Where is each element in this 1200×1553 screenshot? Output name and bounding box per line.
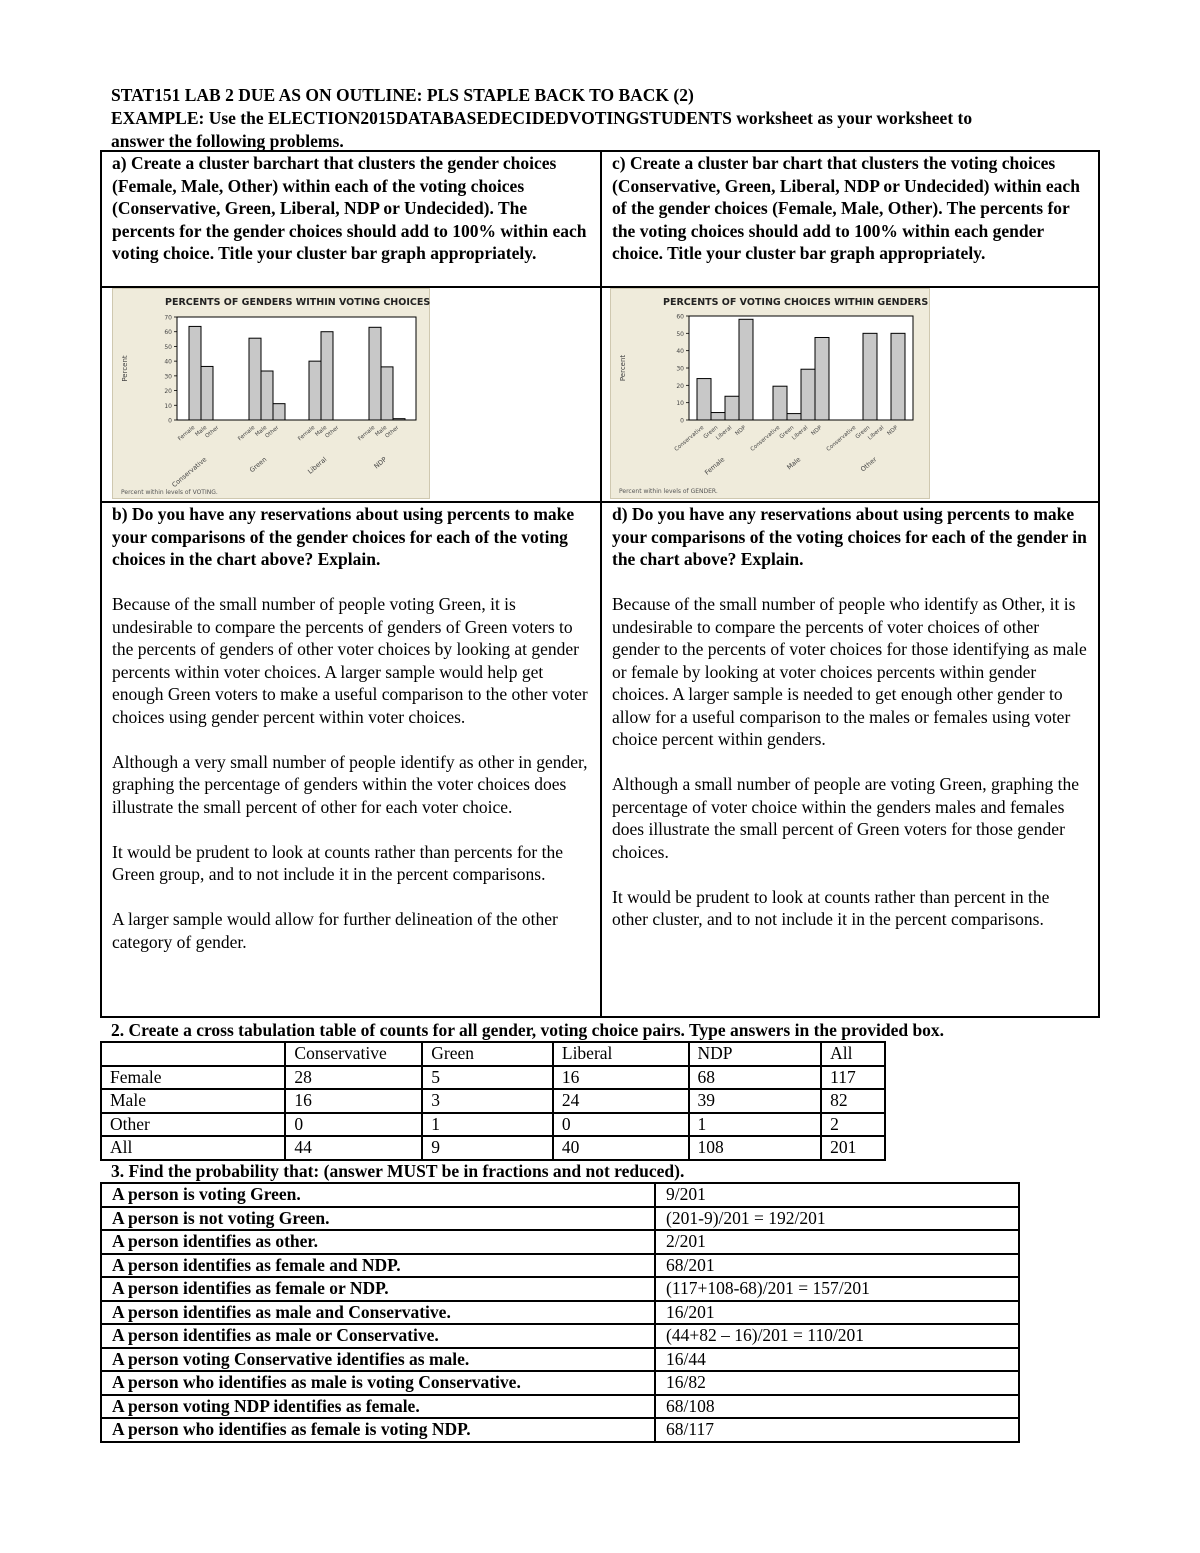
- table-cell: All: [821, 1042, 885, 1066]
- category-label: Green: [854, 424, 872, 441]
- category-label: Conservative: [673, 424, 706, 453]
- table-row: [101, 1183, 1019, 1207]
- category-label: Other: [204, 424, 221, 440]
- table-row: [101, 1207, 1019, 1231]
- probability-answer: 68/117: [655, 1418, 1019, 1442]
- table-row: [101, 1254, 1019, 1278]
- category-label: Green: [702, 424, 720, 441]
- category-label: Liberal: [715, 424, 734, 442]
- table-cell: 117: [821, 1066, 885, 1090]
- probability-question: A person identifies as male and Conservative.: [101, 1301, 655, 1325]
- probability-question: A person identifies as other.: [101, 1230, 655, 1254]
- bar: [189, 326, 201, 420]
- table-cell: 0: [285, 1113, 422, 1137]
- y-tick-label: 0: [680, 417, 684, 425]
- crosstab-header-row: [101, 1042, 885, 1066]
- probability-answer: 16/44: [655, 1348, 1019, 1372]
- bar: [711, 413, 725, 420]
- table-cell: 24: [553, 1089, 689, 1113]
- bar: [273, 404, 285, 420]
- question-a: a) Create a cluster barchart that clusters the gender choices (Female, Male, Other) within each of the voting choices (Conservative, Green, Liberal, NDP or Undecided). The percents for the gender choices should add to 100% within each voting choice. Title your cluster bar graph appropriately.: [112, 153, 587, 263]
- probability-answer: 16/201: [655, 1301, 1019, 1325]
- probability-answer: 9/201: [655, 1183, 1019, 1207]
- table-cell: 1: [689, 1113, 822, 1137]
- probability-answer: (117+108-68)/201 = 157/201: [655, 1277, 1019, 1301]
- probability-question: A person voting Conservative identifies as male.: [101, 1348, 655, 1372]
- y-tick-label: 10: [676, 400, 684, 408]
- category-label: Female: [237, 424, 257, 443]
- chart-voting-within-genders: [610, 288, 930, 499]
- table-row: [101, 1113, 885, 1137]
- table-cell: 2: [821, 1113, 885, 1137]
- question-b-cell: [102, 503, 600, 1016]
- probability-question: A person who identifies as male is voting Conservative.: [101, 1371, 655, 1395]
- table-cell: 108: [689, 1136, 822, 1160]
- y-tick-label: 0: [168, 417, 172, 425]
- category-label: NDP: [810, 424, 824, 438]
- y-tick-label: 40: [676, 348, 684, 356]
- bar: [381, 367, 393, 420]
- answer-d-paragraph: It would be prudent to look at counts rather than percent in the other cluster, and to not include it in the percent comparisons.: [612, 886, 1050, 929]
- y-tick-label: 20: [676, 382, 684, 390]
- bar: [773, 386, 787, 420]
- y-tick-label: 60: [164, 329, 172, 337]
- probability-question: A person voting NDP identifies as female.: [101, 1395, 655, 1419]
- header-line-1: STAT151 LAB 2 DUE AS ON OUTLINE: PLS STAPLE BACK TO BACK (2): [111, 85, 694, 105]
- category-label: Male: [254, 424, 269, 438]
- group-label: Other: [858, 455, 879, 474]
- table-row: [101, 1324, 1019, 1348]
- table-cell: Liberal: [553, 1042, 689, 1066]
- table-cell: 5: [422, 1066, 553, 1090]
- answer-d-paragraph: Because of the small number of people who identify as Other, it is undesirable to compare the percents of voter choices of other gender to the percents of voter choices for those identifying as male or female by looking at voter choices percents within gender choices. A larger sample is needed to get enough other gender to allow for a useful comparison to the males or females using voter choice percent within genders.: [612, 594, 1087, 749]
- answer-d-paragraph: Although a small number of people are voting Green, graphing the percentage of voter choice within the genders males and females does illustrate the small percent of Green voters for those gender choices.: [612, 774, 1080, 862]
- table-cell: 28: [285, 1066, 422, 1090]
- category-label: NDP: [734, 424, 748, 438]
- question-b: b) Do you have any reservations about using percents to make your comparisons of the gender choices for each of the voting choices in the chart above? Explain.: [112, 504, 575, 569]
- category-label: Green: [778, 424, 796, 441]
- category-label: Liberal: [791, 424, 810, 442]
- bar: [369, 327, 381, 420]
- probability-table: [100, 1182, 1020, 1443]
- category-label: Conservative: [749, 424, 782, 453]
- category-label: Female: [297, 424, 317, 443]
- page-header: [111, 84, 1111, 153]
- table-cell: 0: [553, 1113, 689, 1137]
- bar: [309, 361, 321, 420]
- answer-b-paragraph: Because of the small number of people voting Green, it is undesirable to compare the percents of genders of Green voters to the percents of genders of other voter choices by looking at gender percents within voter choices. A larger sample would help get enough Green voters to make a useful comparison to the other voter choices using gender percent within voter choices.: [112, 594, 588, 727]
- chart-1-svg: [113, 289, 431, 500]
- y-tick-label: 40: [164, 358, 172, 366]
- answer-b-paragraph: Although a very small number of people identify as other in gender, graphing the percentage of genders within the voter choices does illustrate the small percent of other for each voter choice.: [112, 751, 588, 817]
- chart-2-svg: [611, 289, 931, 500]
- bar: [863, 333, 877, 420]
- probability-answer: 68/201: [655, 1254, 1019, 1278]
- chart-footnote: Percent within levels of GENDER.: [619, 488, 718, 495]
- bar: [697, 379, 711, 420]
- table-row: [101, 1066, 885, 1090]
- probability-answer: 2/201: [655, 1230, 1019, 1254]
- table-cell: 16: [285, 1089, 422, 1113]
- table-cell: 40: [553, 1136, 689, 1160]
- table-row: [101, 1136, 885, 1160]
- bar: [201, 366, 213, 420]
- question-d-cell: [602, 503, 1098, 1016]
- crosstab-table: [100, 1041, 886, 1161]
- bar: [725, 396, 739, 420]
- probability-question: A person is voting Green.: [101, 1183, 655, 1207]
- group-label: Male: [785, 455, 803, 472]
- y-tick-label: 70: [164, 314, 172, 322]
- table-row: [101, 1348, 1019, 1372]
- category-label: NDP: [886, 424, 900, 438]
- group-label: NDP: [372, 455, 389, 471]
- y-tick-label: 10: [164, 402, 172, 410]
- group-label: Liberal: [306, 455, 329, 476]
- y-axis-label: Percent: [121, 355, 129, 382]
- table-cell: 82: [821, 1089, 885, 1113]
- answer-d: [612, 593, 1088, 931]
- category-label: Other: [324, 424, 341, 440]
- y-tick-label: 20: [164, 388, 172, 396]
- bar: [261, 371, 273, 420]
- table-cell: NDP: [689, 1042, 822, 1066]
- probability-answer: (201-9)/201 = 192/201: [655, 1207, 1019, 1231]
- bar: [249, 338, 261, 420]
- probability-question: A person who identifies as female is voting NDP.: [101, 1418, 655, 1442]
- header-line-2: EXAMPLE: Use the ELECTION2015DATABASEDECIDEDVOTINGSTUDENTS worksheet as your worksheet to: [111, 108, 973, 128]
- table-cell: 3: [422, 1089, 553, 1113]
- probability-question: A person is not voting Green.: [101, 1207, 655, 1231]
- answer-b-paragraph: It would be prudent to look at counts rather than percents for the Green group, and to not include it in the percent comparisons.: [112, 841, 563, 884]
- table-row: [101, 1371, 1019, 1395]
- table-cell: Female: [101, 1066, 285, 1090]
- y-tick-label: 50: [676, 330, 684, 338]
- category-label: Male: [194, 424, 209, 438]
- table-cell: [101, 1042, 285, 1066]
- table-cell: Other: [101, 1113, 285, 1137]
- chart-title: PERCENTS OF GENDERS WITHIN VOTING CHOICES: [165, 297, 431, 308]
- bar: [801, 369, 815, 420]
- y-axis-label: Percent: [619, 354, 627, 382]
- y-tick-label: 60: [676, 313, 684, 321]
- answer-b: [112, 593, 590, 953]
- probability-answer: 68/108: [655, 1395, 1019, 1419]
- category-label: Male: [374, 424, 389, 438]
- table-cell: Male: [101, 1089, 285, 1113]
- table-row: [101, 1089, 885, 1113]
- chart-title: PERCENTS OF VOTING CHOICES WITHIN GENDERS: [663, 297, 929, 308]
- table-cell: Conservative: [285, 1042, 422, 1066]
- table-row: [101, 1418, 1019, 1442]
- table-row: [101, 1395, 1019, 1419]
- table-cell: 201: [821, 1136, 885, 1160]
- table-cell: All: [101, 1136, 285, 1160]
- table-cell: 9: [422, 1136, 553, 1160]
- y-tick-label: 30: [164, 373, 172, 381]
- category-label: Liberal: [867, 424, 886, 442]
- table-cell: 1: [422, 1113, 553, 1137]
- table-cell: 16: [553, 1066, 689, 1090]
- category-label: Male: [314, 424, 329, 438]
- y-tick-label: 30: [676, 365, 684, 373]
- category-label: Female: [177, 424, 197, 443]
- table-row: [101, 1301, 1019, 1325]
- table-cell: 39: [689, 1089, 822, 1113]
- bar: [891, 333, 905, 420]
- chart-genders-within-voting: [112, 288, 430, 499]
- group-label: Conservative: [170, 455, 209, 490]
- probability-question: A person identifies as female or NDP.: [101, 1277, 655, 1301]
- table-cell: 68: [689, 1066, 822, 1090]
- question-d: d) Do you have any reservations about using percents to make your comparisons of the voting choices for each of the gender in the chart above? Explain.: [612, 504, 1087, 569]
- group-label: Female: [703, 455, 727, 477]
- chart-footnote: Percent within levels of VOTING.: [121, 489, 218, 496]
- probability-question: A person identifies as female and NDP.: [101, 1254, 655, 1278]
- bar: [321, 332, 333, 420]
- probability-question: A person identifies as male or Conservative.: [101, 1324, 655, 1348]
- crosstab-title: 2. Create a cross tabulation table of counts for all gender, voting choice pairs. Type answers in the provided box.: [111, 1020, 945, 1040]
- table-cell: 44: [285, 1136, 422, 1160]
- bar: [815, 337, 829, 420]
- question-grid: [100, 150, 1100, 1018]
- category-label: Female: [357, 424, 377, 443]
- answer-b-paragraph: A larger sample would allow for further delineation of the other category of gender.: [112, 909, 558, 952]
- table-cell: Green: [422, 1042, 553, 1066]
- table-row: [101, 1230, 1019, 1254]
- header-line-3: answer the following problems.: [111, 131, 344, 151]
- probability-answer: (44+82 – 16)/201 = 110/201: [655, 1324, 1019, 1348]
- bar: [787, 414, 801, 420]
- probability-answer: 16/82: [655, 1371, 1019, 1395]
- category-label: Conservative: [825, 424, 858, 453]
- table-row: [101, 1277, 1019, 1301]
- category-label: Other: [384, 424, 401, 440]
- category-label: Other: [264, 424, 281, 440]
- y-tick-label: 50: [164, 343, 172, 351]
- bar: [739, 319, 753, 420]
- question-c: c) Create a cluster bar chart that clusters the voting choices (Conservative, Green, Liberal, NDP or Undecided) within each of the gender choices (Female, Male, Other). The percents for the voting choices should add to 100% within each gender choice. Title your cluster bar graph appropriately.: [612, 153, 1080, 263]
- group-label: Green: [248, 455, 269, 475]
- probability-title: 3. Find the probability that: (answer MUST be in fractions and not reduced).: [111, 1161, 685, 1181]
- bar: [393, 419, 405, 420]
